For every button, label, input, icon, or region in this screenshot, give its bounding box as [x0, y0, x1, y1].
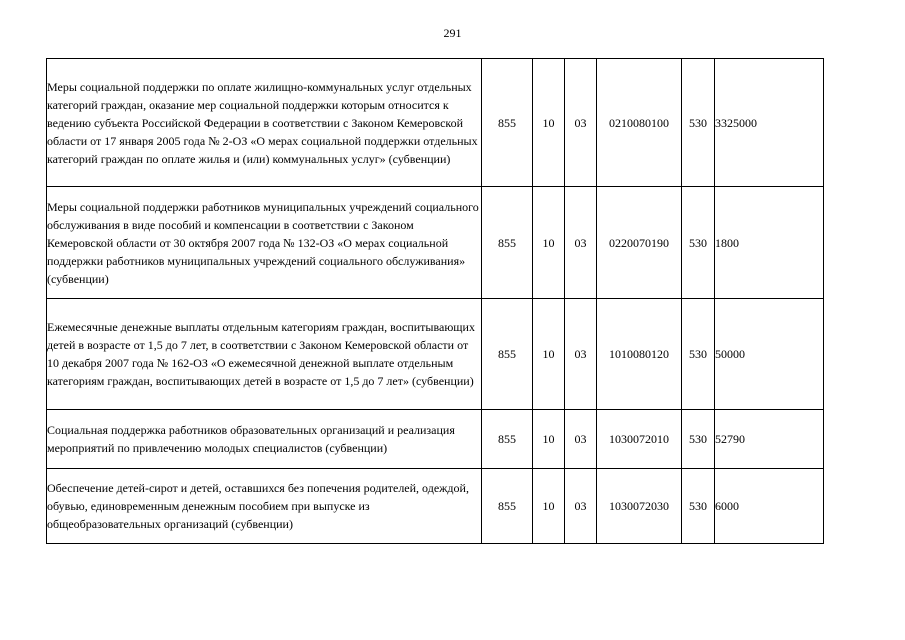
row-description: Социальная поддержка работников образовательных организаций и реализация мероприятий по привлечению молодых специалистов (субвенции): [47, 410, 482, 469]
table-row: [47, 187, 824, 299]
table-row: [47, 469, 824, 544]
amount-value: 52790: [715, 410, 824, 469]
ministry-code: 855: [482, 410, 533, 469]
row-description: Обеспечение детей-сирот и детей, оставшихся без попечения родителей, одеждой, обувью, единовременным денежным пособием при выпуске из общеобразовательных организаций (субвенции): [47, 469, 482, 544]
row-description: Меры социальной поддержки работников муниципальных учреждений социального обслуживания в виде пособий и компенсации в соответствии с Законом Кемеровской области от 30 октября 2007 года № 132-ОЗ «О мерах социальной поддержки работников муниципальных учреждений социального обслуживания» (субвенции): [47, 187, 482, 299]
expense-type-code: 530: [682, 299, 715, 410]
target-article-code: 1030072010: [597, 410, 682, 469]
subsection-code: 03: [565, 410, 597, 469]
amount-value: 50000: [715, 299, 824, 410]
ministry-code: 855: [482, 299, 533, 410]
section-code: 10: [533, 410, 565, 469]
ministry-code: 855: [482, 187, 533, 299]
subsection-code: 03: [565, 469, 597, 544]
target-article-code: 1030072030: [597, 469, 682, 544]
expense-type-code: 530: [682, 469, 715, 544]
expense-type-code: 530: [682, 59, 715, 187]
budget-table: [46, 58, 824, 544]
amount-value: 1800: [715, 187, 824, 299]
ministry-code: 855: [482, 59, 533, 187]
table-row: [47, 59, 824, 187]
ministry-code: 855: [482, 469, 533, 544]
page-number: 291: [443, 26, 462, 40]
expense-type-code: 530: [682, 410, 715, 469]
expense-type-code: 530: [682, 187, 715, 299]
subsection-code: 03: [565, 59, 597, 187]
amount-value: 6000: [715, 469, 824, 544]
section-code: 10: [533, 299, 565, 410]
table-row: [47, 410, 824, 469]
section-code: 10: [533, 187, 565, 299]
section-code: 10: [533, 59, 565, 187]
row-description: Ежемесячные денежные выплаты отдельным категориям граждан, воспитывающих детей в возрасте от 1,5 до 7 лет, в соответствии с Законом Кемеровской области от 10 декабря 2007 года № 162-ОЗ «О ежемесячной денежной выплате отдельным категориям граждан, воспитывающих детей в возрасте от 1,5 до 7 лет» (субвенции): [47, 299, 482, 410]
section-code: 10: [533, 469, 565, 544]
target-article-code: 0210080100: [597, 59, 682, 187]
row-description: Меры социальной поддержки по оплате жилищно-коммунальных услуг отдельных категорий граждан, оказание мер социальной поддержки которым относится к ведению субъекта Российской Федерации в соответствии с Законом Кемеровской области от 17 января 2005 года № 2-ОЗ «О мерах социальной поддержки отдельных категорий граждан по оплате жилья и (или) коммунальных услуг» (субвенции): [47, 59, 482, 187]
subsection-code: 03: [565, 187, 597, 299]
subsection-code: 03: [565, 299, 597, 410]
target-article-code: 0220070190: [597, 187, 682, 299]
amount-value: 3325000: [715, 59, 824, 187]
table-row: [47, 299, 824, 410]
target-article-code: 1010080120: [597, 299, 682, 410]
